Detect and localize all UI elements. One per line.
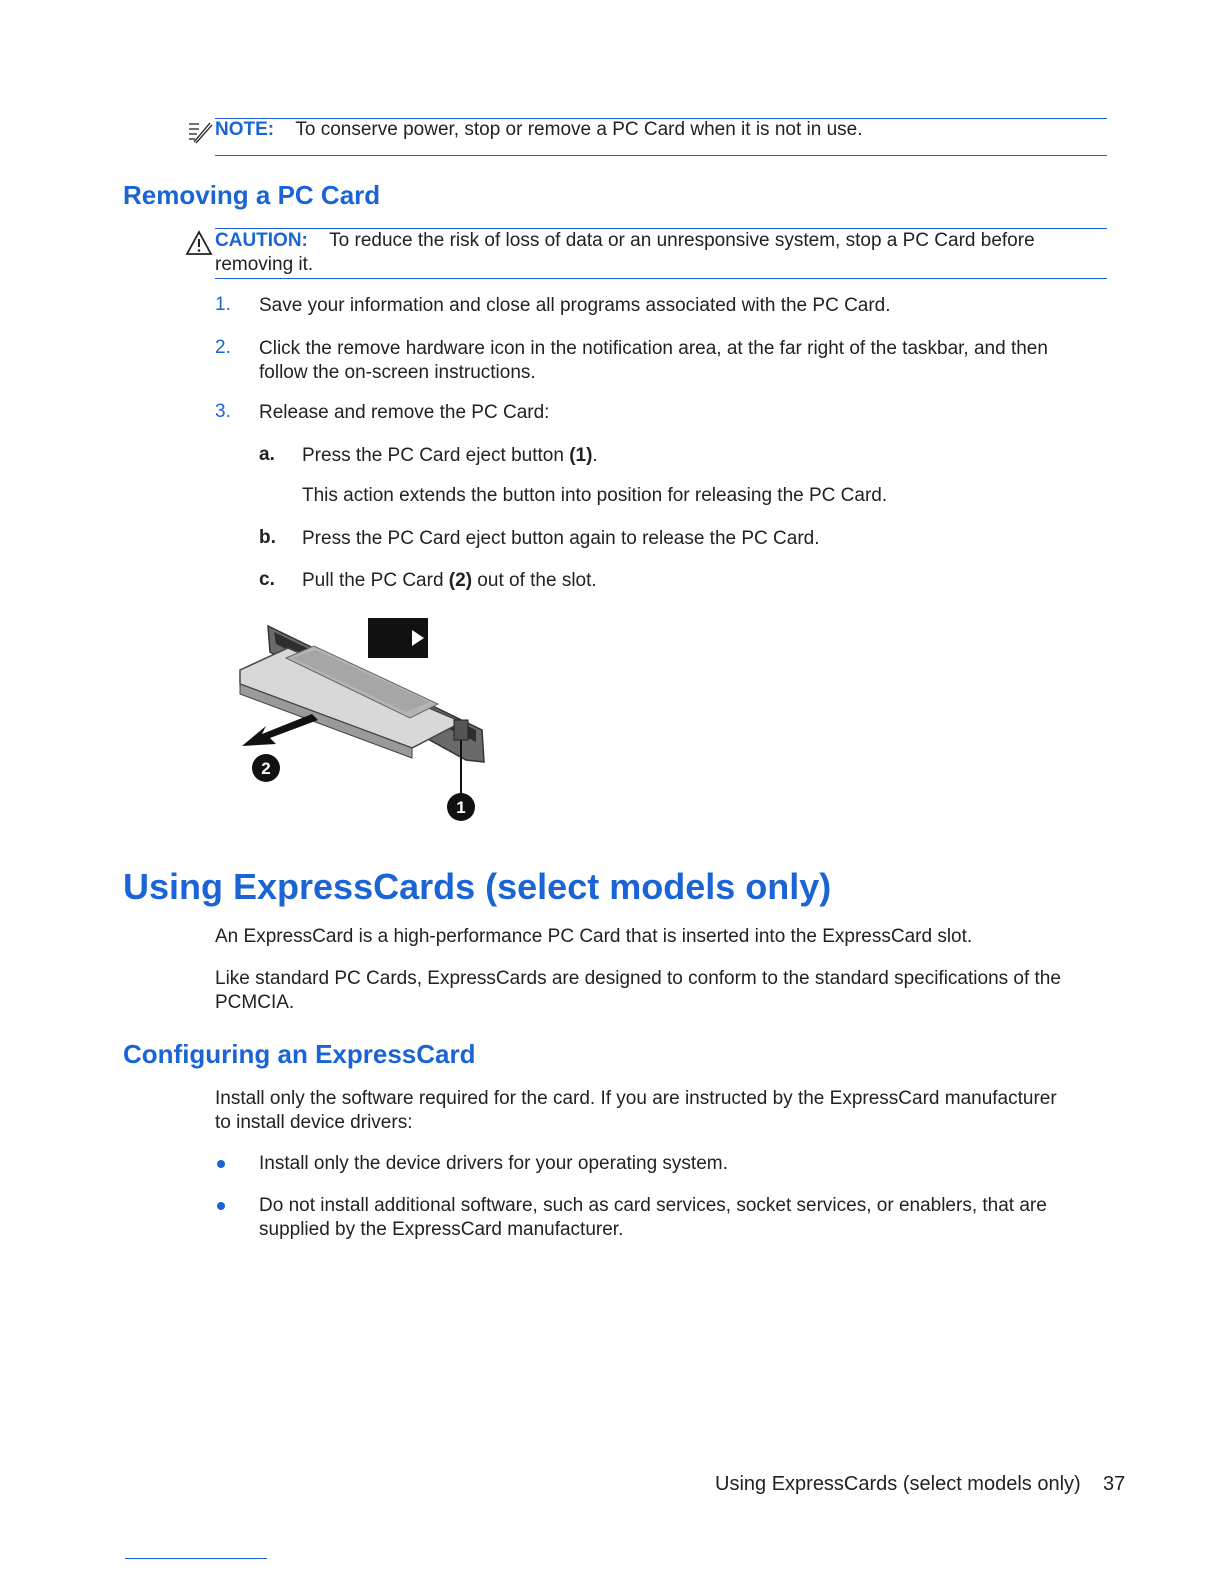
substep-a-pre: Press the PC Card eject button [302, 445, 570, 466]
substep-c-pre: Pull the PC Card [302, 570, 449, 591]
bullet-2-text-line1: Do not install additional software, such as card services, socket services, or enablers, that are [259, 1195, 1047, 1216]
footer-title: Using ExpressCards (select models only) [715, 1473, 1081, 1495]
substep-c-post: out of the slot. [472, 570, 597, 591]
pc-card-removal-figure [230, 612, 500, 827]
caution-bottom-rule [215, 278, 1107, 279]
configuring-intro-line1: Install only the software required for the card. If you are instructed by the ExpressCard manufacturer [215, 1088, 1057, 1109]
substep-a-post: . [592, 445, 598, 466]
substep-a-note: This action extends the button into position for releasing the PC Card. [302, 485, 888, 506]
step-1-number: 1. [215, 294, 231, 315]
bullet-2 [217, 1202, 225, 1210]
substep-a-letter: a. [259, 444, 275, 465]
bullet-1 [217, 1160, 225, 1168]
page-number: 37 [1103, 1473, 1126, 1495]
eject-button [454, 720, 468, 740]
bullet-2-text-line2: supplied by the ExpressCard manufacturer. [259, 1219, 624, 1240]
caution-line2: removing it. [215, 254, 314, 275]
substep-c-text [302, 569, 597, 593]
step-2-text-line2: follow the on-screen instructions. [259, 362, 536, 383]
pull-arrow [242, 714, 318, 746]
bullet-1-text: Install only the device drivers for your operating system. [259, 1153, 728, 1174]
caution-text-1: To reduce the risk of loss of data or an unresponsive system, stop a PC Card before [329, 230, 1035, 251]
express-para-2-line2: PCMCIA. [215, 992, 295, 1009]
configuring-intro-line2: to install device drivers: [215, 1112, 413, 1133]
section-heading-removing: Removing a PC Card [123, 180, 381, 210]
substep-a-text [302, 444, 598, 468]
step-1-text: Save your information and close all programs associated with the PC Card. [259, 295, 891, 316]
note-bottom-rule [215, 155, 1107, 156]
section-heading-configuring: Configuring an ExpressCard [123, 1039, 476, 1069]
step-3-number: 3. [215, 401, 231, 422]
callout-1: 1 [456, 798, 466, 817]
callout-2: 2 [261, 759, 271, 778]
note-icon [186, 120, 214, 144]
caution-icon [185, 230, 213, 256]
note-label: NOTE: [215, 119, 275, 140]
chapter-heading-expresscards: Using ExpressCards (select models only) [123, 866, 832, 907]
step-3-text: Release and remove the PC Card: [259, 402, 550, 423]
footer-rule [125, 1558, 267, 1559]
step-2-text-line1: Click the remove hardware icon in the notification area, at the far right of the taskbar, and then [259, 338, 1048, 359]
substep-a-bold: (1) [569, 445, 593, 466]
express-para-1: An ExpressCard is a high-performance PC Card that is inserted into the ExpressCard slot. [215, 926, 973, 947]
express-para-2-line1: Like standard PC Cards, ExpressCards are designed to conform to the standard specifications of the [215, 968, 1061, 989]
substep-b-text: Press the PC Card eject button again to release the PC Card. [302, 528, 820, 549]
substep-c-bold: (2) [448, 570, 473, 591]
note-text: To conserve power, stop or remove a PC Card when it is not in use. [295, 119, 863, 140]
substep-c-letter: c. [259, 569, 275, 590]
note-line [215, 118, 863, 142]
step-2-number: 2. [215, 337, 231, 358]
caution-line1 [215, 229, 1035, 253]
caution-label: CAUTION: [215, 230, 308, 251]
substep-b-letter: b. [259, 527, 276, 548]
